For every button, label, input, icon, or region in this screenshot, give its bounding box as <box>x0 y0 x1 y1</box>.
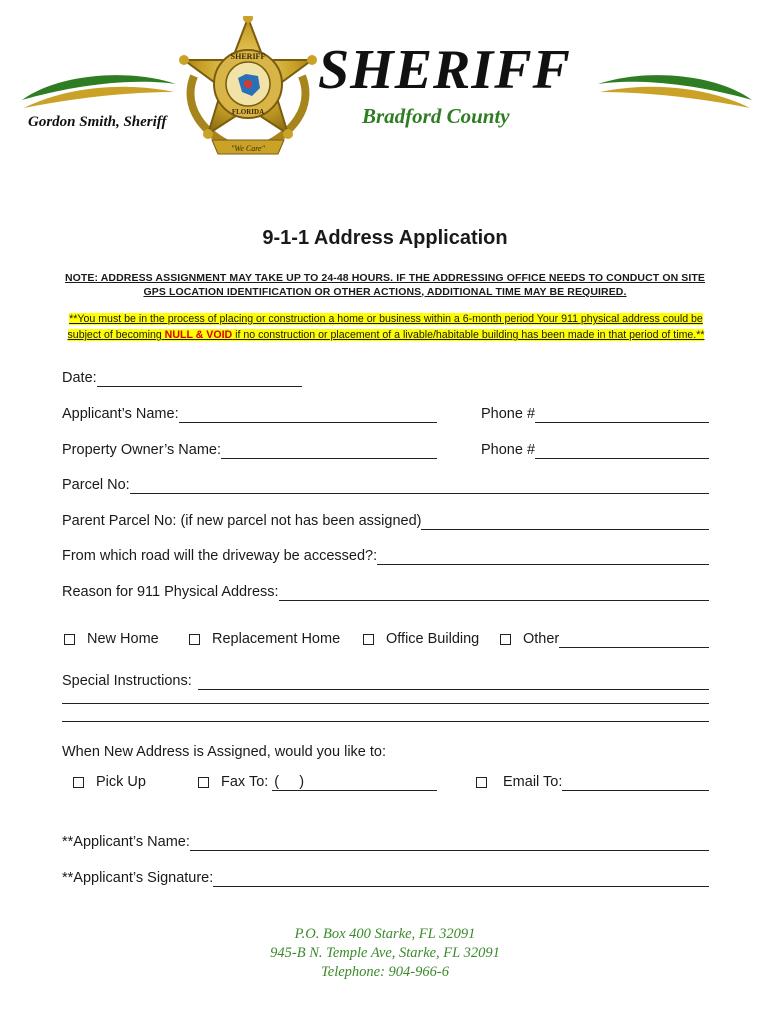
fax-field[interactable] <box>272 774 437 791</box>
sheriff-heading: SHERIFF <box>318 39 571 101</box>
phone1-label: Phone # <box>481 406 536 422</box>
parent-parcel-label: Parent Parcel No: (if new parcel not has been assigned) <box>62 513 422 529</box>
green-swoosh-right <box>596 70 756 114</box>
road-field[interactable] <box>377 546 709 565</box>
option-other[interactable] <box>500 629 709 649</box>
option-replacement-home[interactable] <box>189 629 340 649</box>
phone1-row <box>481 401 709 423</box>
road-label: From which road will the driveway be accessed?: <box>62 548 378 564</box>
footer-po-box: P.O. Box 400 Starke, FL 32091 <box>294 926 476 942</box>
delivery-fax[interactable] <box>198 772 437 792</box>
parent-parcel-row <box>62 508 709 530</box>
owner-name-label: Property Owner’s Name: <box>62 442 222 458</box>
owner-name-field[interactable] <box>221 440 437 459</box>
delivery-pick-up[interactable] <box>73 772 146 792</box>
email-label: Email To: <box>503 774 563 790</box>
parcel-row <box>62 472 709 494</box>
badge-motto: "We Care" <box>231 144 265 153</box>
replacement-home-checkbox[interactable] <box>189 634 200 645</box>
footer-address <box>0 925 770 982</box>
warning-text-part2: if no construction or placement of a livable/habitable building has been made in that period of time.** <box>232 329 705 341</box>
replacement-home-label: Replacement Home <box>212 631 341 647</box>
date-row <box>62 365 302 387</box>
owner-name-row <box>62 437 437 459</box>
special-instructions-row <box>62 668 709 690</box>
email-checkbox[interactable] <box>476 777 487 788</box>
special-instructions-line-3[interactable] <box>62 721 709 722</box>
date-field[interactable] <box>97 368 302 387</box>
footer-telephone: Telephone: 904-966-6 <box>321 964 449 980</box>
fax-checkbox[interactable] <box>198 777 209 788</box>
county-name: Bradford County <box>362 104 510 128</box>
applicant-name2-field[interactable] <box>190 832 709 851</box>
green-swoosh-left <box>18 70 178 114</box>
other-checkbox[interactable] <box>500 634 511 645</box>
applicant-name-row <box>62 401 437 423</box>
phone2-label: Phone # <box>481 442 536 458</box>
new-home-label: New Home <box>87 631 159 647</box>
form-title: 9-1-1 Address Application <box>262 227 508 249</box>
applicant-signature-label: **Applicant’s Signature: <box>62 870 214 886</box>
road-row <box>62 543 709 565</box>
date-label: Date: <box>62 370 97 386</box>
special-instructions-line-2[interactable] <box>62 703 709 704</box>
other-label: Other <box>523 631 560 647</box>
fax-area-code: ( ) <box>274 773 305 790</box>
pick-up-label: Pick Up <box>96 774 146 790</box>
applicant-signature-row <box>62 865 709 887</box>
phone2-row <box>481 437 709 459</box>
parent-parcel-field[interactable] <box>421 511 709 530</box>
applicant-name2-row <box>62 829 709 851</box>
warning-null-void: NULL & VOID <box>164 329 233 341</box>
badge-top-text: SHERIFF <box>230 52 266 61</box>
email-field[interactable] <box>562 774 709 791</box>
option-new-home[interactable] <box>64 629 159 649</box>
new-home-checkbox[interactable] <box>64 634 75 645</box>
parcel-label: Parcel No: <box>62 477 130 493</box>
reason-row <box>62 579 709 601</box>
reason-field[interactable] <box>279 582 709 601</box>
parcel-field[interactable] <box>130 475 709 494</box>
phone2-field[interactable] <box>535 440 709 459</box>
applicant-name2-label: **Applicant’s Name: <box>62 834 190 850</box>
sheriff-badge-logo <box>172 16 324 158</box>
processing-note: NOTE: ADDRESS ASSIGNMENT MAY TAKE UP TO 24-48 HOURS. IF THE ADDRESSING OFFICE NEEDS TO CONDUCT ON SITE GPS LOCATION IDENTIFICATION OR OTHER ACTIONS, ADDITIONAL TIME MAY BE REQUIRED. <box>64 272 706 298</box>
pick-up-checkbox[interactable] <box>73 777 84 788</box>
phone1-field[interactable] <box>535 404 709 423</box>
special-instructions-label: Special Instructions: <box>62 673 192 689</box>
delivery-email[interactable] <box>476 772 709 792</box>
fax-label: Fax To: <box>221 774 269 790</box>
special-instructions-field[interactable] <box>198 671 709 690</box>
when-assigned-label: When New Address is Assigned, would you like to: <box>62 744 386 760</box>
applicant-name-field[interactable] <box>179 404 437 423</box>
other-field[interactable] <box>559 631 709 648</box>
sheriff-name: Gordon Smith, Sheriff <box>28 114 167 130</box>
applicant-name-label: Applicant’s Name: <box>62 406 179 422</box>
option-office-building[interactable] <box>363 629 479 649</box>
null-void-warning <box>62 311 710 343</box>
warning-text-part1: **You must be in the process of placing or construction a home or business within a 6-month period Your 911 physical address could be subject of becoming <box>67 313 703 341</box>
footer-street: 945-B N. Temple Ave, Starke, FL 32091 <box>270 945 500 961</box>
office-building-label: Office Building <box>386 631 480 647</box>
reason-label: Reason for 911 Physical Address: <box>62 584 279 600</box>
applicant-signature-field[interactable] <box>213 868 709 887</box>
office-building-checkbox[interactable] <box>363 634 374 645</box>
badge-state-text: FLORIDA <box>231 108 265 116</box>
when-assigned-row <box>62 739 709 761</box>
